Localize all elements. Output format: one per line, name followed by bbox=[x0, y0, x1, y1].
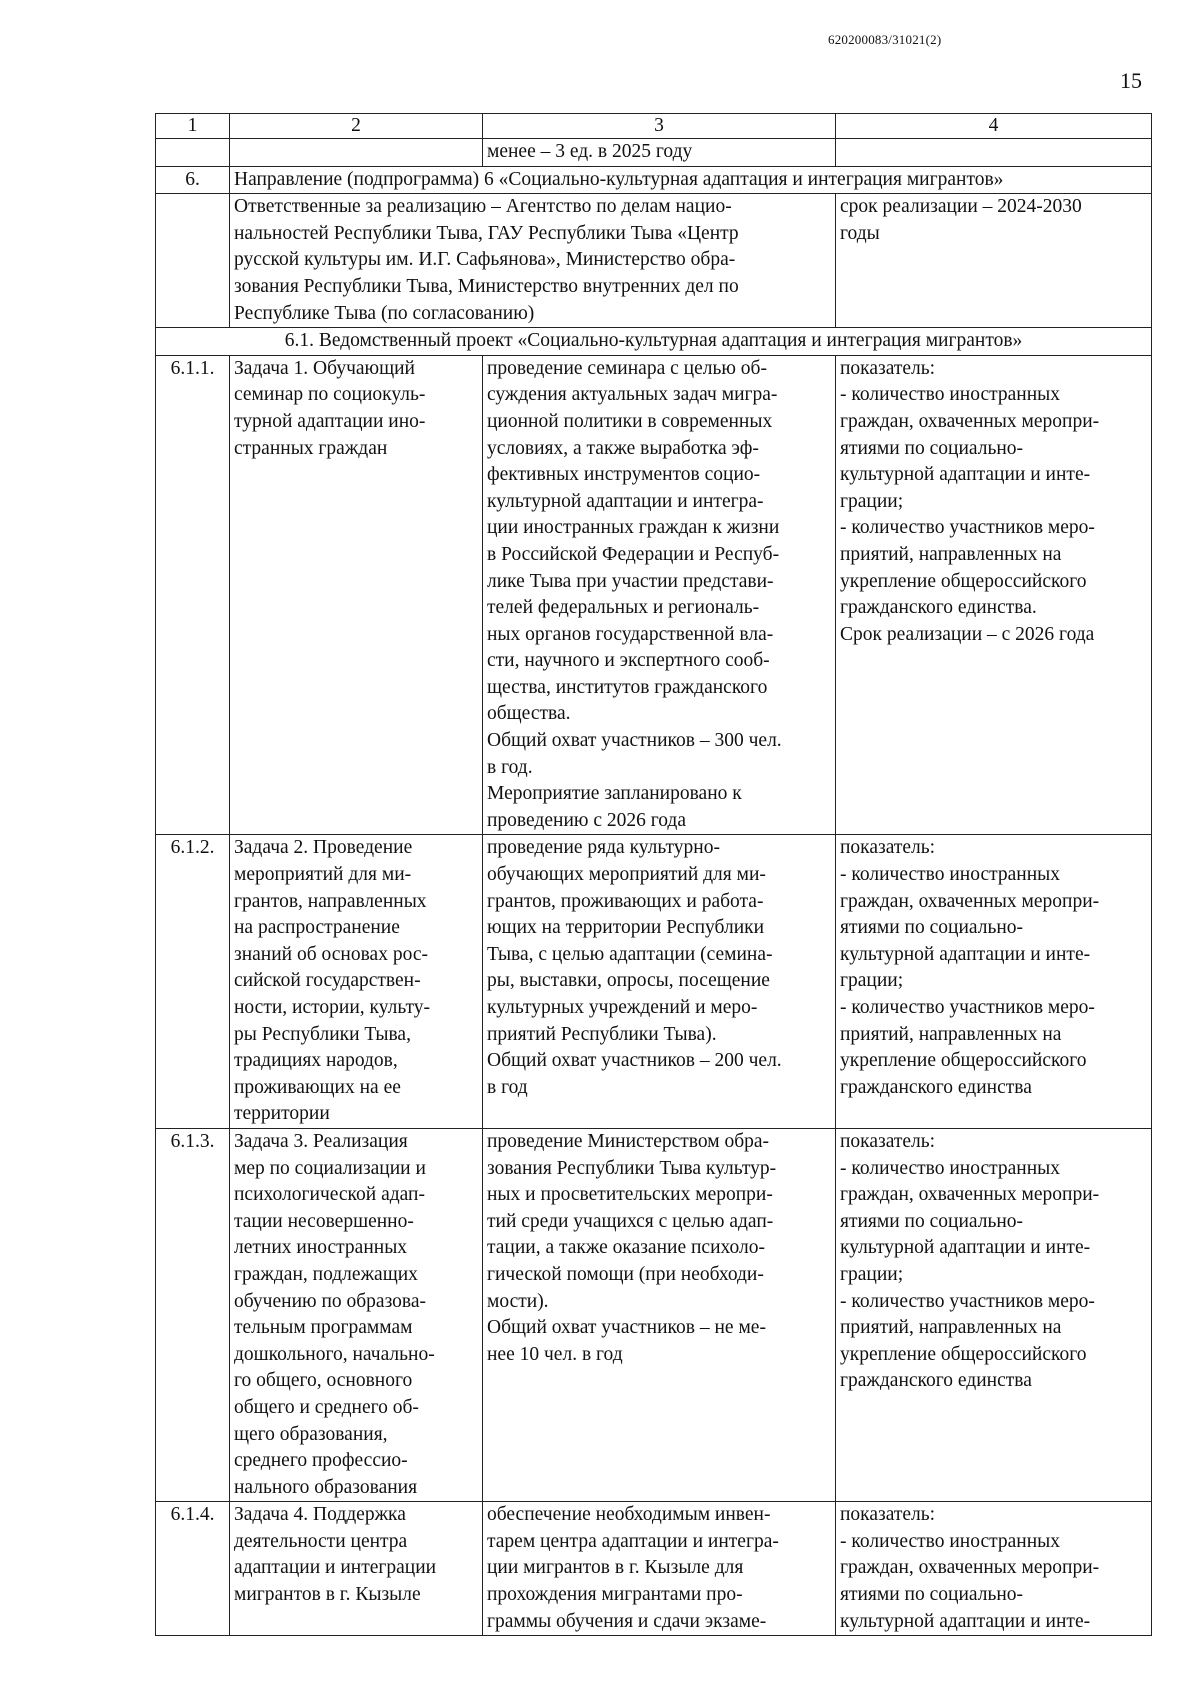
text-line: адаптации и интеграции bbox=[234, 1557, 437, 1579]
task-row bbox=[156, 355, 1152, 835]
text-line: показатель: bbox=[840, 1130, 936, 1152]
text-line: мигрантов в г. Кызыле bbox=[234, 1584, 421, 1606]
text-line: укрепление общероссийского bbox=[840, 570, 1087, 592]
text-line: приятий, направленных на bbox=[840, 543, 1062, 565]
direction-number: 6. bbox=[156, 166, 230, 194]
text-line: культурной адаптации и инте- bbox=[840, 464, 1091, 486]
text-line: суждения актуальных задач мигра- bbox=[487, 384, 778, 406]
direction-row bbox=[156, 166, 1152, 194]
text-line: Задача 3. Реализация bbox=[234, 1130, 408, 1152]
text-line: деятельности центра bbox=[234, 1530, 408, 1552]
text-line: гражданского единства bbox=[840, 1370, 1032, 1392]
text-line: обучению по образова- bbox=[234, 1290, 427, 1312]
text-line: грантов, проживающих и работа- bbox=[487, 890, 764, 912]
continuation-text: менее – 3 ед. в 2025 году bbox=[483, 139, 836, 167]
text-line: тельным программам bbox=[234, 1317, 413, 1339]
text-line: приятий, направленных на bbox=[840, 1023, 1062, 1045]
implementation-term bbox=[836, 194, 1152, 328]
text-line: - количество иностранных bbox=[840, 1157, 1060, 1179]
text-line: проведение ряда культурно- bbox=[487, 837, 720, 859]
text-line: ятиями по социально- bbox=[840, 1584, 1024, 1606]
text-line: условиях, а также выработка эф- bbox=[487, 437, 759, 459]
text-line: психологической адап- bbox=[234, 1184, 425, 1206]
text-line: летних иностранных bbox=[234, 1237, 408, 1259]
text-line: ры, выставки, опросы, посещение bbox=[487, 970, 770, 992]
text-line: Мероприятие запланировано к bbox=[487, 783, 742, 805]
text-line: годы bbox=[840, 222, 880, 244]
text-line: культурной адаптации и инте- bbox=[840, 943, 1091, 965]
task-row bbox=[156, 1128, 1152, 1501]
text-line: русской культуры им. И.Г. Сафьянова», Министерство обра- bbox=[234, 249, 736, 271]
text-line: - количество участников меро- bbox=[840, 1290, 1095, 1312]
text-line: тарем центра адаптации и интегра- bbox=[487, 1530, 779, 1552]
task-indicators bbox=[836, 835, 1152, 1129]
text-line: Срок реализации – с 2026 года bbox=[840, 623, 1095, 645]
responsible-text bbox=[230, 194, 836, 328]
text-line: турной адаптации ино- bbox=[234, 410, 426, 432]
text-line: показатель: bbox=[840, 357, 936, 379]
text-line: показатель: bbox=[840, 1504, 936, 1526]
text-line: мероприятий для ми- bbox=[234, 864, 412, 886]
text-line: культурных учреждений и меро- bbox=[487, 997, 758, 1018]
text-line: общего и среднего об- bbox=[234, 1396, 419, 1418]
text-line: Республике Тыва (по согласованию) bbox=[234, 302, 535, 324]
text-line: срок реализации – 2024-2030 bbox=[840, 196, 1082, 218]
text-line: странных граждан bbox=[234, 437, 388, 459]
text-line: гической помощи (при необходи- bbox=[487, 1263, 764, 1285]
empty-cell bbox=[156, 194, 230, 328]
text-line: проведению с 2026 года bbox=[487, 809, 686, 831]
text-line: щего образования, bbox=[234, 1423, 388, 1445]
text-line: укрепление общероссийского bbox=[840, 1343, 1087, 1365]
text-line: ятиями по социально- bbox=[840, 917, 1024, 939]
text-line: грации; bbox=[840, 970, 904, 992]
task-row bbox=[156, 1502, 1152, 1636]
text-line: тий среди учащихся с целью адап- bbox=[487, 1210, 774, 1232]
text-line: - количество иностранных bbox=[840, 864, 1060, 886]
text-line: грации; bbox=[840, 1263, 904, 1285]
text-line: проведение семинара с целью об- bbox=[487, 357, 767, 379]
text-line: ных органов государственной вла- bbox=[487, 623, 774, 645]
text-line: ющих на территории Республики bbox=[487, 917, 765, 939]
task-title bbox=[230, 355, 483, 835]
text-line: щества, институтов гражданского bbox=[487, 676, 768, 698]
text-line: приятий, направленных на bbox=[840, 1317, 1062, 1339]
text-line: телей федеральных и региональ- bbox=[487, 597, 760, 619]
text-line: культурной адаптации и инте- bbox=[840, 1610, 1091, 1632]
text-line: мости). bbox=[487, 1290, 549, 1312]
text-line: ры Республики Тыва, bbox=[234, 1023, 411, 1045]
text-line: гражданского единства bbox=[840, 1076, 1032, 1098]
text-line: грации; bbox=[840, 490, 904, 512]
text-line: общества. bbox=[487, 703, 571, 725]
text-line: ции иностранных граждан к жизни bbox=[487, 517, 780, 539]
text-line: нального образования bbox=[234, 1476, 418, 1498]
text-line: грантов, направленных bbox=[234, 890, 427, 912]
text-line: мер по социализации и bbox=[234, 1157, 426, 1179]
text-line: показатель: bbox=[840, 837, 936, 859]
text-line: ятиями по социально- bbox=[840, 1210, 1024, 1232]
column-header: 4 bbox=[836, 114, 1152, 139]
text-line: знаний об основах рос- bbox=[234, 943, 428, 965]
task-activity bbox=[483, 1502, 836, 1636]
text-line: Задача 1. Обучающий bbox=[234, 357, 415, 379]
text-line: нальностей Республики Тыва, ГАУ Республики Тыва «Центр bbox=[234, 222, 739, 244]
text-line: укрепление общероссийского bbox=[840, 1050, 1087, 1072]
text-line: проживающих на ее bbox=[234, 1076, 401, 1098]
task-number: 6.1.1. bbox=[156, 355, 230, 835]
text-line: фективных инструментов социо- bbox=[487, 464, 761, 486]
text-line: тации несовершенно- bbox=[234, 1210, 414, 1232]
text-line: Задача 2. Проведение bbox=[234, 837, 413, 859]
text-line: ных и просветительских меропри- bbox=[487, 1184, 773, 1206]
text-line: сийской государствен- bbox=[234, 970, 421, 992]
text-line: Общий охват участников – 200 чел. bbox=[487, 1050, 782, 1072]
text-line: граждан, охваченных меропри- bbox=[840, 890, 1100, 912]
text-line: прохождения мигрантами про- bbox=[487, 1584, 743, 1606]
text-line: на распространение bbox=[234, 917, 400, 939]
task-number: 6.1.3. bbox=[156, 1128, 230, 1501]
text-line: в год. bbox=[487, 756, 533, 778]
measures-table bbox=[155, 113, 1152, 1636]
text-line: го общего, основного bbox=[234, 1370, 413, 1392]
task-number: 6.1.4. bbox=[156, 1502, 230, 1636]
text-line: гражданского единства. bbox=[840, 597, 1037, 619]
column-header: 3 bbox=[483, 114, 836, 139]
continuation-row bbox=[156, 139, 1152, 167]
text-line: граммы обучения и сдачи экзаме- bbox=[487, 1610, 767, 1632]
text-line: обучающих мероприятий для ми- bbox=[487, 864, 766, 886]
responsible-row bbox=[156, 194, 1152, 328]
empty-cell bbox=[836, 139, 1152, 167]
text-line: проведение Министерством обра- bbox=[487, 1130, 770, 1152]
text-line: ционной политики в современных bbox=[487, 410, 773, 432]
text-line: тации, а также оказание психоло- bbox=[487, 1237, 765, 1259]
column-header: 2 bbox=[230, 114, 483, 139]
text-line: граждан, подлежащих bbox=[234, 1263, 418, 1285]
text-line: приятий Республики Тыва). bbox=[487, 1023, 717, 1045]
text-line: Задача 4. Поддержка bbox=[234, 1504, 406, 1526]
task-title bbox=[230, 835, 483, 1129]
task-activity bbox=[483, 1128, 836, 1501]
text-line: семинар по социокуль- bbox=[234, 384, 426, 406]
text-line: традициях народов, bbox=[234, 1050, 398, 1072]
text-line: среднего профессио- bbox=[234, 1450, 408, 1472]
project-row bbox=[156, 328, 1152, 356]
task-activity bbox=[483, 835, 836, 1129]
text-line: культурной адаптации и интегра- bbox=[487, 490, 764, 512]
text-line: ятиями по социально- bbox=[840, 437, 1024, 459]
text-line: лике Тыва при участии представи- bbox=[487, 570, 774, 592]
task-indicators bbox=[836, 1502, 1152, 1636]
task-indicators bbox=[836, 355, 1152, 835]
text-line: ности, истории, культу- bbox=[234, 997, 430, 1018]
text-line: - количество иностранных bbox=[840, 384, 1060, 406]
text-line: сти, научного и экспертного сооб- bbox=[487, 650, 770, 672]
text-line: граждан, охваченных меропри- bbox=[840, 410, 1100, 432]
task-title bbox=[230, 1502, 483, 1636]
text-line: культурной адаптации и инте- bbox=[840, 1237, 1091, 1259]
document-code: 620200083/31021(2) bbox=[828, 32, 942, 47]
text-line: территории bbox=[234, 1103, 330, 1125]
text-line: граждан, охваченных меропри- bbox=[840, 1184, 1100, 1206]
text-line: зования Республики Тыва, Министерство внутренних дел по bbox=[234, 275, 739, 297]
text-line: ции мигрантов в г. Кызыле для bbox=[487, 1557, 744, 1579]
text-line: зования Республики Тыва культур- bbox=[487, 1157, 777, 1179]
text-line: в год bbox=[487, 1076, 528, 1098]
text-line: Общий охват участников – 300 чел. bbox=[487, 730, 782, 752]
text-line: - количество иностранных bbox=[840, 1530, 1060, 1552]
text-line: в Российской Федерации и Респуб- bbox=[487, 543, 780, 565]
task-number: 6.1.2. bbox=[156, 835, 230, 1129]
task-indicators bbox=[836, 1128, 1152, 1501]
text-line: дошкольного, начально- bbox=[234, 1343, 435, 1365]
column-header: 1 bbox=[156, 114, 230, 139]
text-line: Тыва, с целью адаптации (семина- bbox=[487, 943, 773, 965]
text-line: граждан, охваченных меропри- bbox=[840, 1557, 1100, 1579]
text-line: - количество участников меро- bbox=[840, 997, 1095, 1018]
text-line: нее 10 чел. в год bbox=[487, 1343, 623, 1365]
project-title: 6.1. Ведомственный проект «Социально-культурная адаптация и интеграция мигрантов» bbox=[156, 328, 1152, 356]
page-number: 15 bbox=[1120, 68, 1142, 93]
task-title bbox=[230, 1128, 483, 1501]
text-line: обеспечение необходимым инвен- bbox=[487, 1504, 771, 1526]
text-line: Ответственные за реализацию – Агентство по делам нацио- bbox=[234, 196, 732, 218]
direction-title: Направление (подпрограмма) 6 «Социально-культурная адаптация и интеграция мигрантов» bbox=[230, 166, 1152, 194]
empty-cell bbox=[230, 139, 483, 167]
task-row bbox=[156, 835, 1152, 1129]
text-line: Общий охват участников – не ме- bbox=[487, 1317, 766, 1339]
text-line: - количество участников меро- bbox=[840, 517, 1095, 539]
task-activity bbox=[483, 355, 836, 835]
empty-cell bbox=[156, 139, 230, 167]
column-number-row bbox=[156, 114, 1152, 139]
